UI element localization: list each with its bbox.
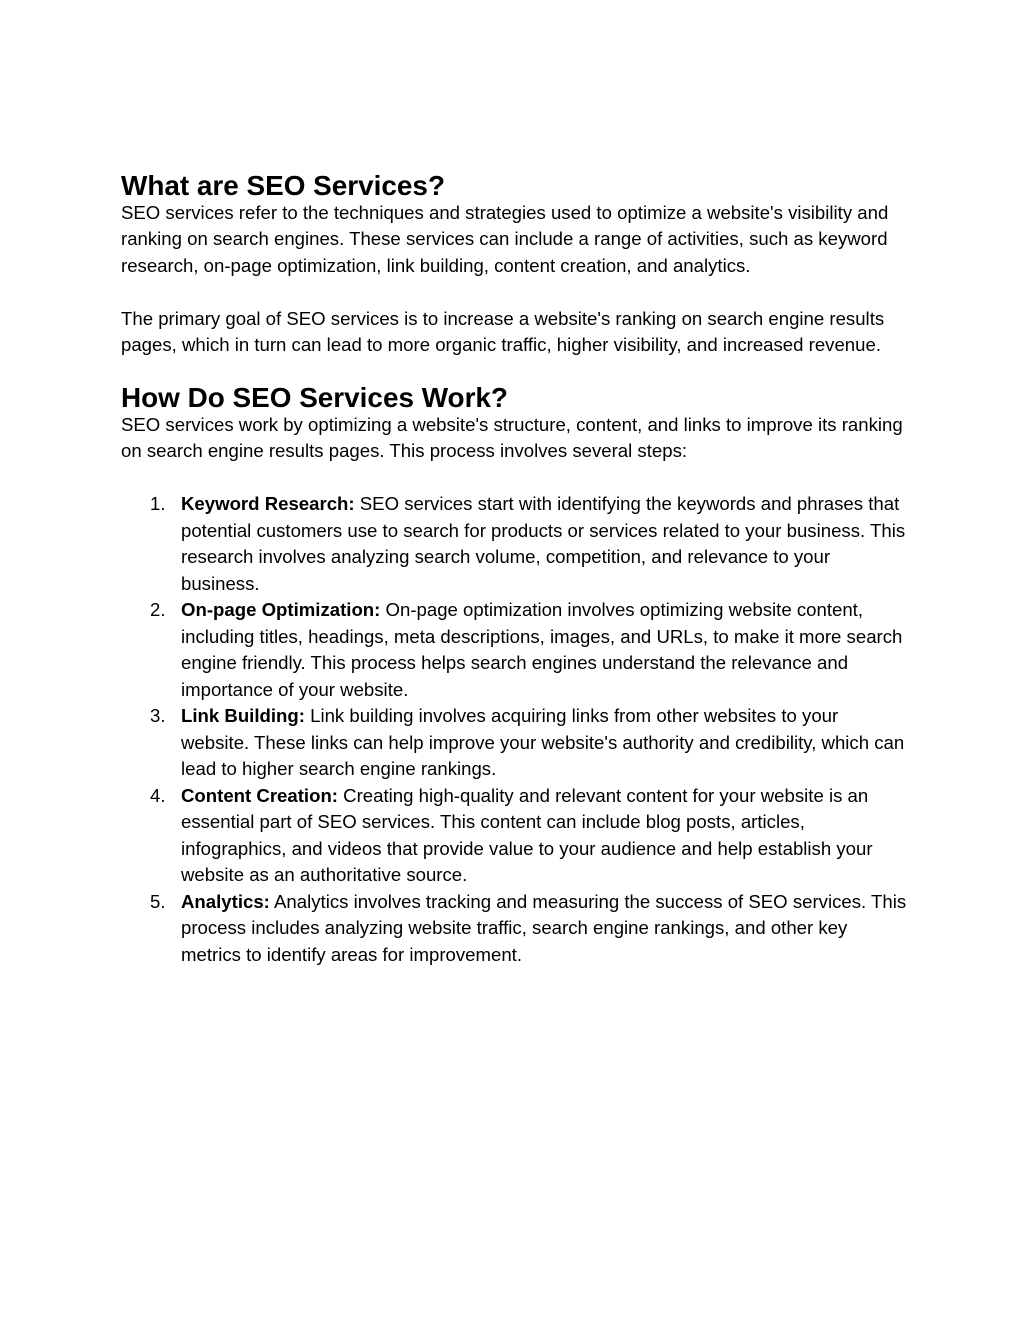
section-heading-how-do-seo-services-work: How Do SEO Services Work? xyxy=(121,382,508,413)
list-item xyxy=(121,703,911,783)
section-heading-what-are-seo-services: What are SEO Services? xyxy=(121,170,445,201)
list-item-number: 5. xyxy=(150,890,166,912)
list-item xyxy=(121,491,911,597)
list-item xyxy=(121,597,911,703)
list-item-text: Creating high-quality and relevant content for your website is an essential part of SEO services. This content can include blog posts, articles, infographics, and videos that provide value to your audience and help establish your website as an authoritative source. xyxy=(181,784,873,885)
intro-paragraph: SEO services refer to the techniques and strategies used to optimize a website's visibility and ranking on search engines. These services can include a range of activities, such as keyword research, on-page optimization, link building, content creation, and analytics. xyxy=(121,201,889,276)
document-page xyxy=(121,170,911,968)
list-item-term: Keyword Research: xyxy=(181,493,355,514)
list-item-number: 4. xyxy=(150,784,166,806)
list-item xyxy=(121,889,911,969)
goal-paragraph: The primary goal of SEO services is to increase a website's ranking on search engine results pages, which in turn can lead to more organic traffic, higher visibility, and increased revenue. xyxy=(121,307,885,355)
list-item-term: Content Creation: xyxy=(181,784,339,806)
list-item-number: 3. xyxy=(150,705,166,726)
list-item-text: Analytics involves tracking and measuring the success of SEO services. This process includes analyzing website traffic, search engine rankings, and other key metrics to identify areas for improvement. xyxy=(181,890,907,965)
list-item-number: 1. xyxy=(150,493,166,514)
list-item xyxy=(121,783,911,889)
list-item-term: Link Building: xyxy=(181,705,305,726)
list-item-term: Analytics: xyxy=(181,890,270,912)
process-paragraph: SEO services work by optimizing a website's structure, content, and links to improve its ranking on search engine results pages. This process involves several steps: xyxy=(121,413,903,461)
steps-list xyxy=(121,491,911,968)
paragraph-spacer xyxy=(121,279,911,306)
list-item-text: On-page optimization involves optimizing website content, including titles, headings, meta descriptions, images, and URLs, to make it more search engine friendly. This process helps search engines understand the relevance and importance of your website. xyxy=(181,599,903,700)
list-item-text: Link building involves acquiring links from other websites to your website. These links can help improve your website's authority and credibility, which can lead to higher search engine rankings. xyxy=(181,705,905,779)
list-item-number: 2. xyxy=(150,599,166,620)
list-item-text: SEO services start with identifying the keywords and phrases that potential customers use to search for products or services related to your business. This research involves analyzing search volume, competition, and relevance to your business. xyxy=(181,493,906,594)
list-item-term: On-page Optimization: xyxy=(181,599,381,620)
paragraph-spacer xyxy=(121,465,911,492)
